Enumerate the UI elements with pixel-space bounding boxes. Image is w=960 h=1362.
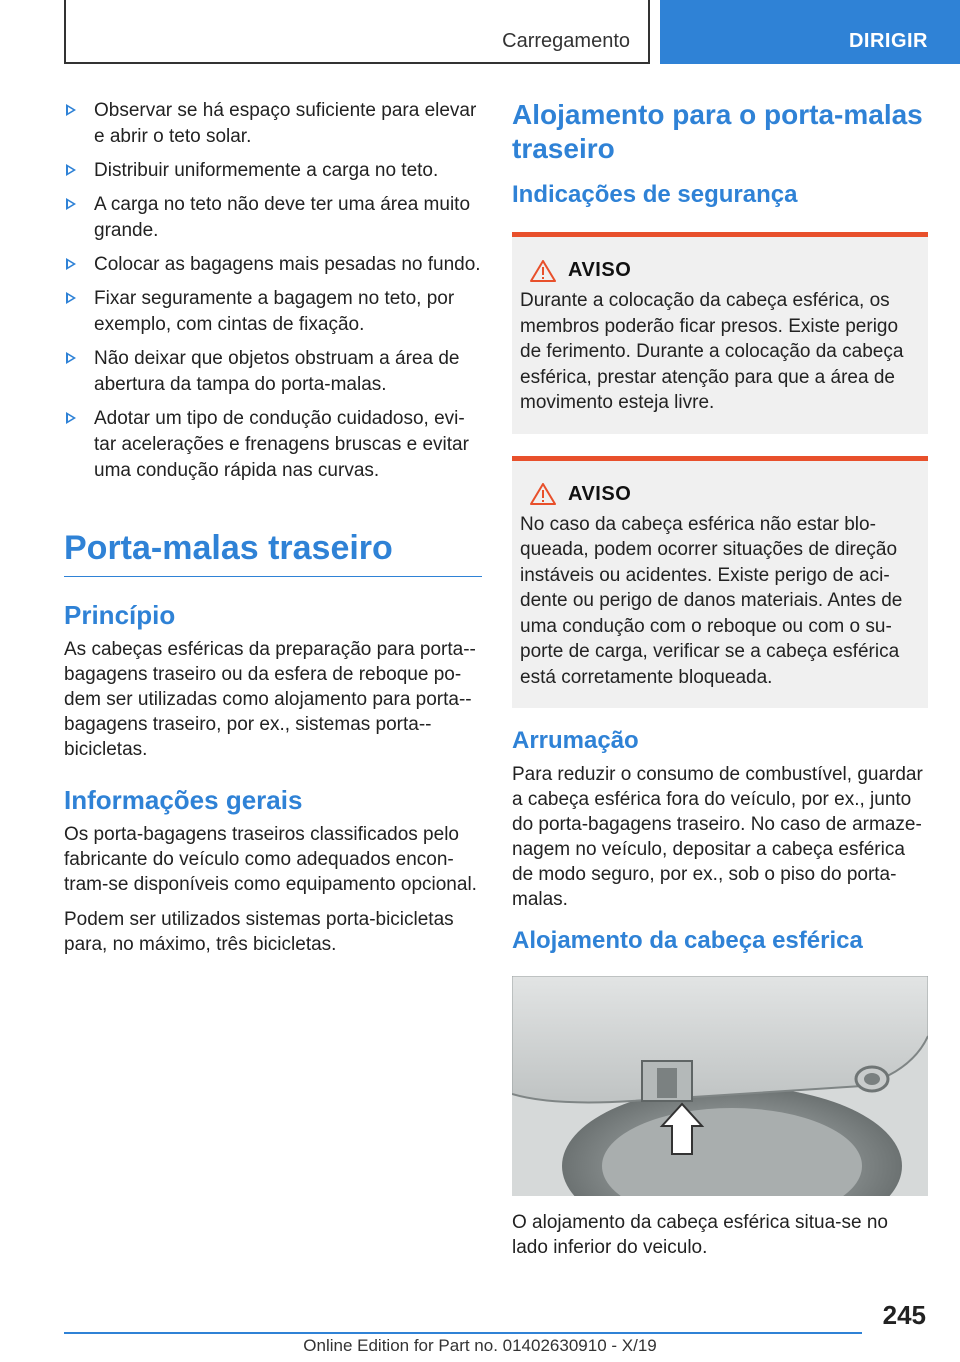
triangle-bullet-icon bbox=[66, 104, 76, 116]
left-column bbox=[64, 98, 482, 967]
location-heading: Alojamento da cabeça esférica bbox=[512, 927, 863, 954]
warning-triangle-icon bbox=[530, 260, 556, 282]
warning-label: AVISO bbox=[568, 482, 632, 505]
triangle-bullet-icon bbox=[66, 164, 76, 176]
storage-text: Para reduzir o consumo de combustível, guardar a cabeça esférica fora do veículo, por ex., junto do porta-bagagens traseiro. No caso de armaze-nagem no veículo, depositar a cabeça esférica de modo seguro, por ex., sob o piso do porta-malas. bbox=[512, 764, 923, 910]
header-section-title: Carregamento bbox=[502, 30, 630, 52]
warning-text: Durante a colocação da cabeça esférica, os membros poderão ficar presos. Existe perigo de ferimento. Durante a colocação da cabeça esférica, prestar atenção para que a área de movimento esteja livre. bbox=[520, 290, 904, 413]
list-item: Fixar seguramente a bagagem no teto, por exemplo, com cintas de fixação. bbox=[64, 286, 482, 338]
list-item: Colocar as bagagens mais pesadas no fundo. bbox=[64, 252, 482, 278]
general-text-2: Podem ser utilizados sistemas porta-bicicletas para, no máximo, três bicicletas. bbox=[64, 909, 454, 955]
triangle-bullet-icon bbox=[66, 412, 76, 424]
warning-triangle-icon bbox=[530, 483, 556, 505]
list-item: Observar se há espaço suficiente para elevar e abrir o teto solar. bbox=[64, 98, 482, 150]
principle-text: As cabeças esféricas da preparação para porta--bagagens traseiro ou da esfera de reboque po-dem ser utilizadas como alojamento para porta--bagagens traseiro, por ex., sistemas porta--bicicletas. bbox=[64, 639, 476, 760]
header-chapter-tab[interactable] bbox=[660, 0, 960, 64]
principle-heading: Princípio bbox=[64, 600, 176, 630]
triangle-bullet-icon bbox=[66, 258, 76, 270]
warning-header bbox=[530, 483, 920, 506]
safety-heading: Indicações de segurança bbox=[512, 181, 798, 208]
warning-header bbox=[530, 259, 920, 282]
bullet-list bbox=[64, 98, 482, 484]
header-section-box bbox=[64, 0, 650, 64]
storage-heading: Arrumação bbox=[512, 727, 639, 754]
warning-text: No caso da cabeça esférica não estar blo-queada, podem ocorrer situações de direção instáveis ou acidentes. Existe perigo de aci-dente ou perigo de danos materiais. Antes de uma condução com o reboque ou com o su-porte de carga, verificar se a cabeça esférica está corretamente bloqueada. bbox=[520, 513, 903, 688]
triangle-bullet-icon bbox=[66, 292, 76, 304]
list-item: Não deixar que objetos obstruam a área de abertura da tampa do porta-malas. bbox=[64, 346, 482, 398]
list-item: A carga no teto não deve ter uma área muito grande. bbox=[64, 192, 482, 244]
warning-box bbox=[512, 456, 928, 709]
triangle-bullet-icon bbox=[66, 352, 76, 364]
footer-edition: Online Edition for Part no. 01402630910 - X/19 bbox=[303, 1336, 657, 1355]
page-number: 245 bbox=[882, 1300, 926, 1330]
list-item: Distribuir uniformemente a carga no teto. bbox=[64, 158, 482, 184]
ball-head-mount-illustration bbox=[512, 976, 928, 1196]
figure-caption: O alojamento da cabeça esférica situa-se no lado inferior do veiculo. bbox=[512, 1212, 888, 1258]
section-title: Porta-malas traseiro bbox=[64, 528, 482, 577]
header-chapter-title: DIRIGIR bbox=[848, 30, 928, 52]
warning-box bbox=[512, 232, 928, 434]
general-text-1: Os porta-bagagens traseiros classificados pelo fabricante do veículo como adequados encon-tram-se disponíveis como equipamento opcional. bbox=[64, 824, 477, 895]
warning-label: AVISO bbox=[568, 259, 632, 281]
footer-divider bbox=[64, 1332, 862, 1334]
general-heading: Informações gerais bbox=[64, 785, 303, 815]
right-column bbox=[512, 98, 928, 1270]
subsection-title: Alojamento para o porta-malas traseiro bbox=[512, 99, 923, 164]
vehicle-underside-image bbox=[512, 976, 928, 1196]
triangle-bullet-icon bbox=[66, 198, 76, 210]
list-item: Adotar um tipo de condução cuidadoso, evi-tar acelerações e frenagens bruscas e evitar uma condução rápida nas curvas. bbox=[64, 406, 482, 484]
